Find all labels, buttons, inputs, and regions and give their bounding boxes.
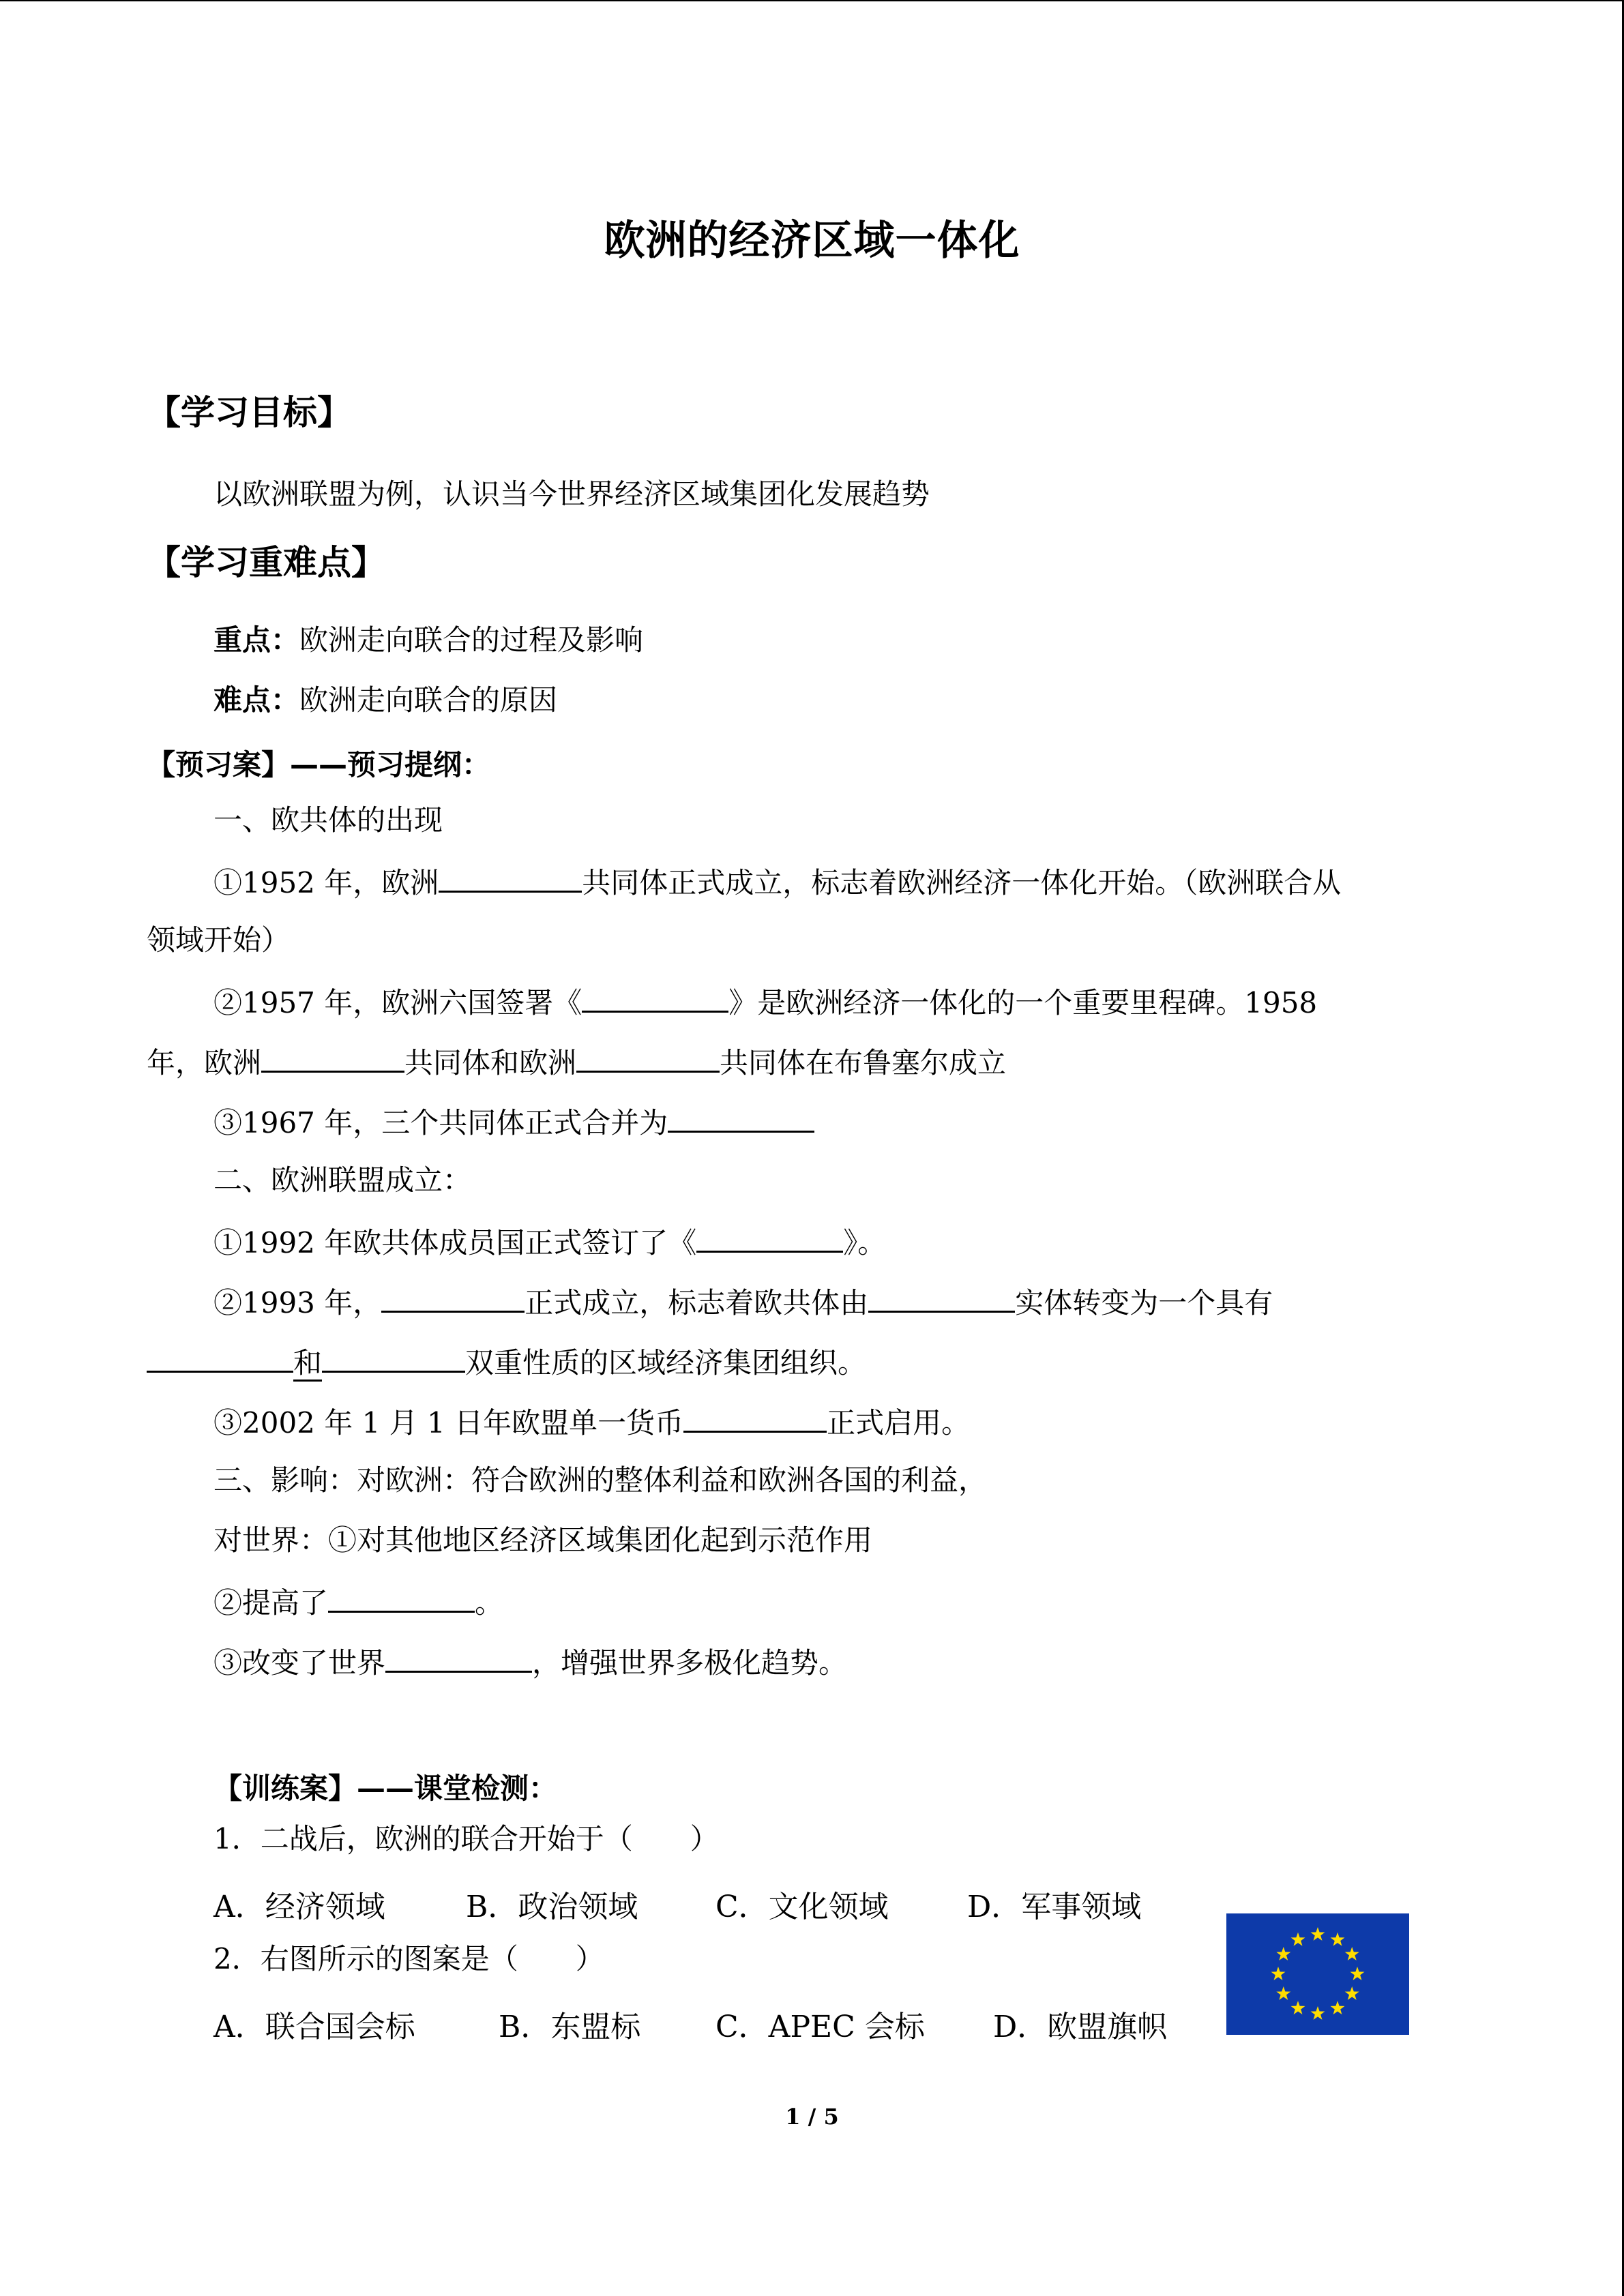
s3-l4-text-a: ③改变了世界 (213, 1646, 386, 1680)
q2-option-b[interactable]: B．东盟标 (499, 2010, 641, 2044)
section1-title: 一、欧共体的出现 (213, 803, 443, 837)
blank-merged-name[interactable] (668, 1103, 814, 1133)
key-point-label: 重点： (213, 623, 300, 657)
q1-option-d[interactable]: D．军事领域 (967, 1890, 1142, 1924)
blank-eu-name[interactable] (381, 1283, 525, 1313)
s3-l3-text-b: 。 (475, 1586, 504, 1620)
s3-line4 (213, 1643, 847, 1680)
blank-nature-2[interactable] (322, 1343, 465, 1373)
blank-community-1[interactable] (261, 1043, 404, 1073)
blank-status[interactable] (328, 1583, 475, 1613)
s3-l3-text-a: ②提高了 (213, 1586, 329, 1620)
s2-l3-text-a: ③2002 年 1 月 1 日年欧盟单一货币 (213, 1406, 684, 1440)
s2-line3 (213, 1403, 970, 1440)
hard-point-text: 欧洲走向联合的原因 (299, 683, 558, 717)
top-border (0, 0, 1624, 1)
s2-line1 (213, 1223, 886, 1260)
s3-line2: 对世界：①对其他地区经济区域集团化起到示范作用 (213, 1523, 873, 1557)
s1-l2-text-e: 共同体在布鲁塞尔成立 (720, 1046, 1007, 1079)
key-point-text: 欧洲走向联合的过程及影响 (299, 623, 644, 657)
s2-line2-cont (147, 1343, 866, 1380)
blank-nature-1[interactable] (147, 1343, 293, 1373)
s2-l2-text-a: ②1993 年， (213, 1286, 382, 1320)
hard-point-line (213, 683, 557, 717)
q2-option-c[interactable]: C．APEC 会标 (715, 2010, 925, 2044)
s3-line3 (213, 1583, 503, 1620)
page-title: 欧洲的经济区域一体化 (604, 217, 1020, 265)
blank-community-2[interactable] (576, 1043, 720, 1073)
question-1: 1．二战后，欧洲的联合开始于（ ） (213, 1822, 719, 1855)
objectives-text: 以欧洲联盟为例，认识当今世界经济区域集团化发展趋势 (213, 477, 930, 511)
q1-option-b[interactable]: B．政治领域 (466, 1890, 638, 1924)
s1-line1-cont: 领域开始） (147, 923, 291, 957)
preview-heading: 【预习案】——预习提纲： (147, 748, 491, 781)
objectives-heading: 【学习目标】 (147, 393, 351, 432)
s1-l2-text-c: 年，欧洲 (147, 1046, 262, 1079)
s1-l1-text-b: 共同体正式成立，标志着欧洲经济一体化开始。（欧洲联合从 (582, 866, 1342, 899)
s2-l3-text-b: 正式启用。 (827, 1406, 971, 1440)
s1-l3-text-a: ③1967 年，三个共同体正式合并为 (213, 1106, 668, 1139)
s2-l1-text-a: ①1992 年欧共体成员国正式签订了《 (213, 1226, 697, 1259)
blank-pattern[interactable] (385, 1643, 532, 1673)
difficulty-heading: 【学习重难点】 (147, 543, 385, 582)
blank-currency[interactable] (683, 1403, 827, 1433)
s2-l2-text-d: 和 (293, 1346, 322, 1382)
q2-option-d[interactable]: D．欧盟旗帜 (993, 2010, 1168, 2044)
s1-line2-cont (147, 1043, 1006, 1080)
blank-maastricht[interactable] (696, 1223, 843, 1253)
key-point-line (213, 623, 643, 657)
hard-point-label: 难点： (213, 683, 300, 717)
blank-entity-type[interactable] (868, 1283, 1015, 1313)
s1-line2 (213, 983, 1317, 1020)
eu-flag-image (1226, 1913, 1409, 2035)
s2-l1-text-b: 》。 (843, 1226, 887, 1259)
blank-treaty-rome[interactable] (582, 983, 728, 1013)
s1-line3 (213, 1103, 814, 1140)
s2-l2-text-c: 实体转变为一个具有 (1015, 1286, 1273, 1320)
s1-line1 (213, 863, 1341, 900)
q1-option-a[interactable]: A．经济领域 (213, 1890, 385, 1924)
s3-line1: 三、影响：对欧洲：符合欧洲的整体利益和欧洲各国的利益， (213, 1463, 988, 1497)
question-2: 2．右图所示的图案是（ ） (213, 1942, 604, 1976)
s1-l2-text-b: 》是欧洲经济一体化的一个重要里程碑。1958 (728, 986, 1318, 1019)
s3-l4-text-b: ，增强世界多极化趋势。 (532, 1646, 848, 1680)
s2-l2-text-b: 正式成立，标志着欧共体由 (525, 1286, 869, 1320)
q2-option-a[interactable]: A．联合国会标 (213, 2010, 415, 2044)
q1-option-c[interactable]: C．文化领域 (715, 1890, 889, 1924)
page-number: 1 / 5 (785, 2104, 839, 2130)
section2-title: 二、欧洲联盟成立： (213, 1163, 472, 1197)
s1-l1-text-a: ①1952 年，欧洲 (213, 866, 439, 899)
s2-l2-text-e: 双重性质的区域经济集团组织。 (465, 1346, 867, 1380)
training-heading: 【训练案】——课堂检测： (213, 1772, 558, 1805)
blank-coal-steel[interactable] (439, 863, 582, 893)
s1-l2-text-d: 共同体和欧洲 (404, 1046, 577, 1079)
s2-line2 (213, 1283, 1273, 1320)
s1-l2-text-a: ②1957 年，欧洲六国签署《 (213, 986, 582, 1019)
